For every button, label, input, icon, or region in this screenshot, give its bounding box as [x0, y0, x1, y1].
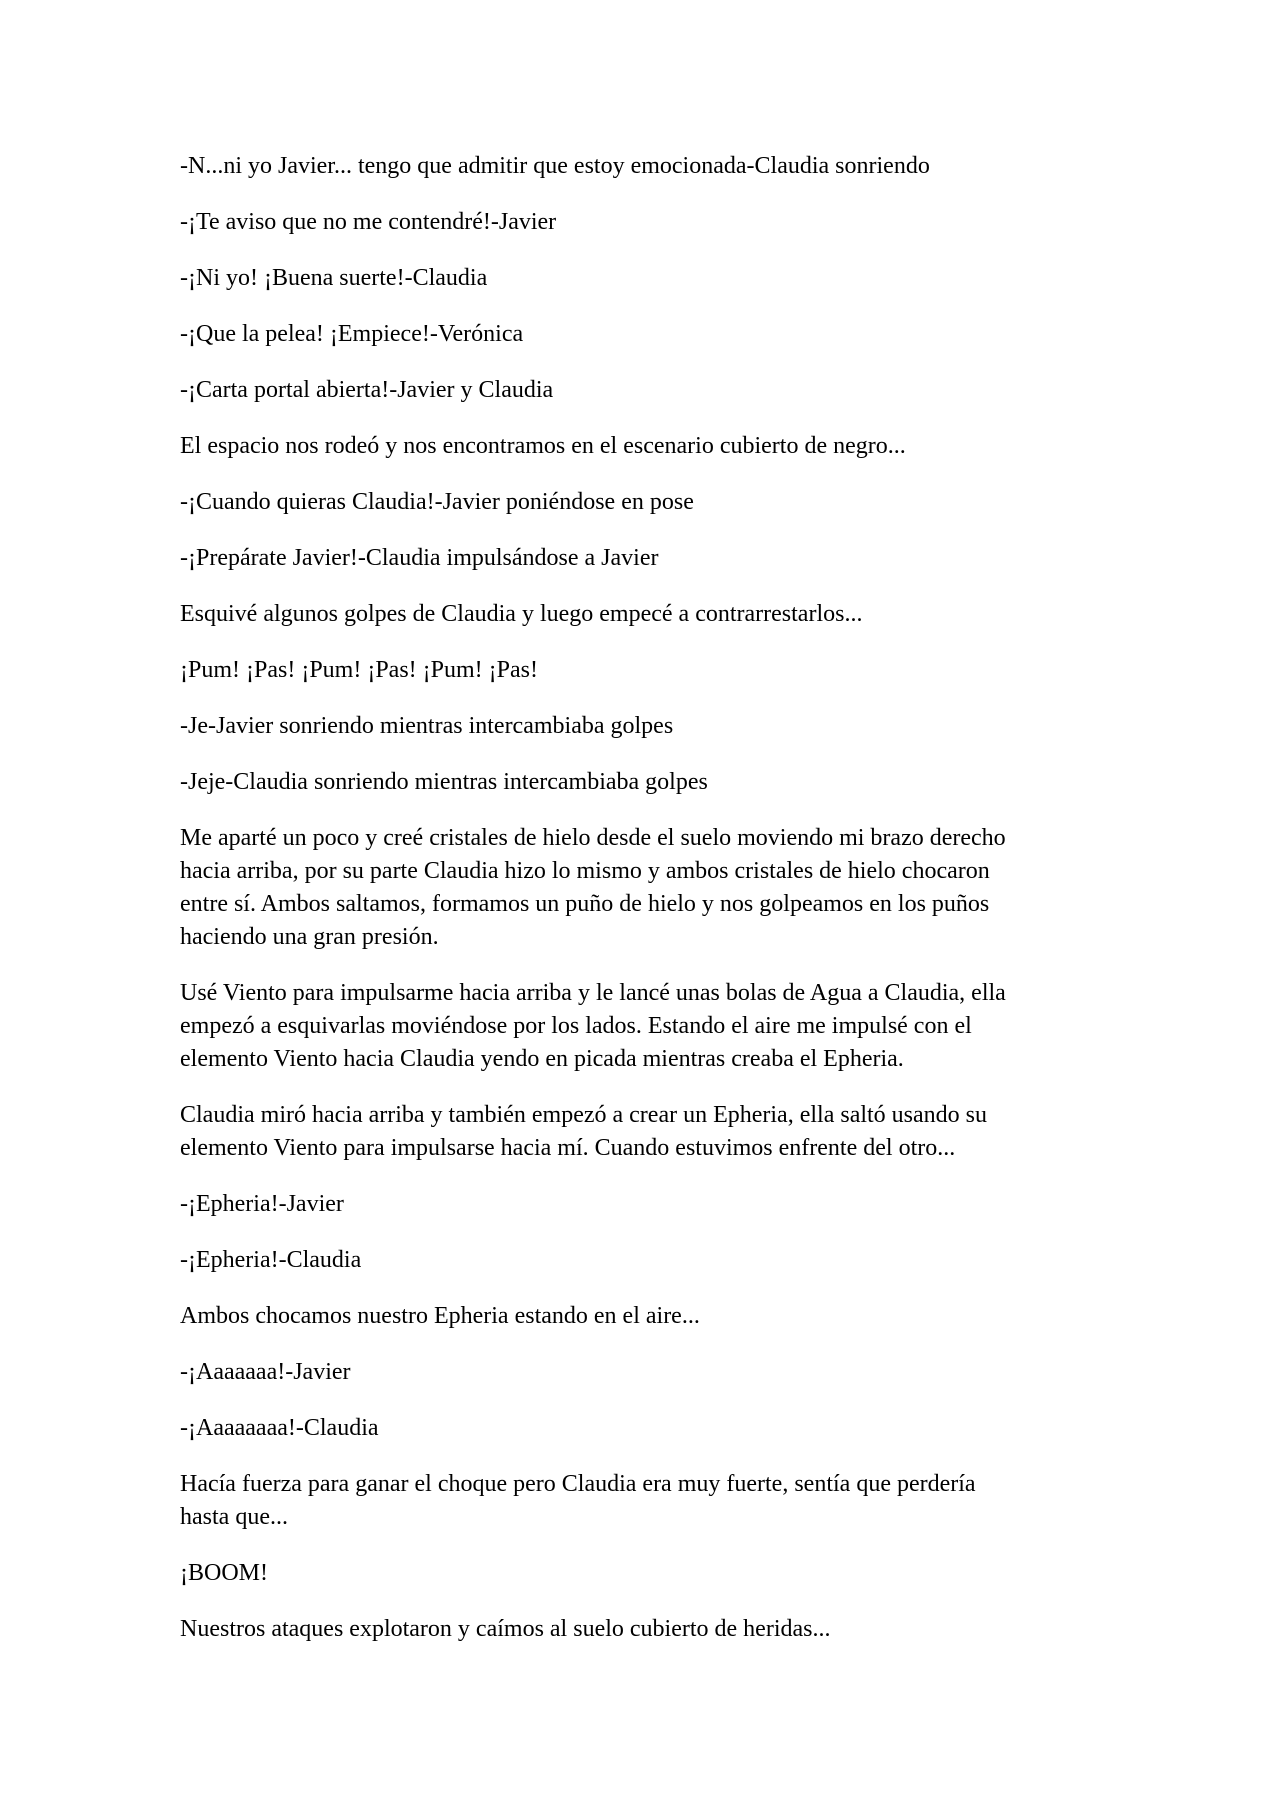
story-paragraph — [180, 318, 1100, 351]
text-line: -¡Ni yo! ¡Buena suerte!-Claudia — [180, 265, 488, 291]
story-paragraph — [180, 1557, 1100, 1590]
story-paragraph — [180, 1468, 1100, 1534]
story-paragraph — [180, 654, 1100, 687]
text-line: Ambos chocamos nuestro Epheria estando en el aire... — [180, 1303, 700, 1329]
text-line: -¡Cuando quieras Claudia!-Javier poniéndose en pose — [180, 489, 694, 515]
story-paragraph — [180, 1188, 1100, 1221]
text-line: Me aparté un poco y creé cristales de hielo desde el suelo moviendo mi brazo derecho — [180, 825, 1006, 851]
text-line: Esquivé algunos golpes de Claudia y luego empecé a contrarrestarlos... — [180, 601, 863, 627]
text-line: Usé Viento para impulsarme hacia arriba y le lancé unas bolas de Agua a Claudia, ella — [180, 980, 1006, 1006]
story-paragraph — [180, 977, 1100, 1076]
text-line: -¡Aaaaaaaa!-Claudia — [180, 1415, 379, 1441]
text-line: haciendo una gran presión. — [180, 924, 439, 950]
text-line: Nuestros ataques explotaron y caímos al suelo cubierto de heridas... — [180, 1616, 831, 1642]
story-paragraph — [180, 262, 1100, 295]
text-line: Hacía fuerza para ganar el choque pero Claudia era muy fuerte, sentía que perdería — [180, 1471, 976, 1497]
text-line: hasta que... — [180, 1504, 288, 1530]
story-paragraph — [180, 206, 1100, 239]
text-line: elemento Viento hacia Claudia yendo en picada mientras creaba el Epheria. — [180, 1046, 904, 1072]
story-paragraph — [180, 1356, 1100, 1389]
text-line: Claudia miró hacia arriba y también empezó a crear un Epheria, ella saltó usando su — [180, 1102, 988, 1128]
text-line: -Jeje-Claudia sonriendo mientras intercambiaba golpes — [180, 769, 708, 795]
story-paragraph — [180, 374, 1100, 407]
text-line: El espacio nos rodeó y nos encontramos en el escenario cubierto de negro... — [180, 433, 906, 459]
story-paragraph — [180, 430, 1100, 463]
story-paragraph — [180, 486, 1100, 519]
story-paragraph — [180, 822, 1100, 954]
text-line: elemento Viento para impulsarse hacia mí. Cuando estuvimos enfrente del otro... — [180, 1135, 956, 1161]
story-paragraph — [180, 1412, 1100, 1445]
text-line: -¡Te aviso que no me contendré!-Javier — [180, 209, 557, 235]
text-line: -N...ni yo Javier... tengo que admitir que estoy emocionada-Claudia sonriendo — [180, 153, 930, 179]
text-line: -Je-Javier sonriendo mientras intercambiaba golpes — [180, 713, 674, 739]
story-paragraph — [180, 1244, 1100, 1277]
story-paragraph — [180, 542, 1100, 575]
text-line: -¡Epheria!-Javier — [180, 1191, 344, 1217]
text-line: -¡Que la pelea! ¡Empiece!-Verónica — [180, 321, 524, 347]
text-line: ¡Pum! ¡Pas! ¡Pum! ¡Pas! ¡Pum! ¡Pas! — [180, 657, 538, 683]
story-paragraph — [180, 766, 1100, 799]
story-paragraph — [180, 710, 1100, 743]
story-paragraph — [180, 598, 1100, 631]
story-paragraph — [180, 1613, 1100, 1646]
story-paragraph — [180, 1099, 1100, 1165]
page-content — [180, 150, 1100, 1669]
text-line: entre sí. Ambos saltamos, formamos un puño de hielo y nos golpeamos en los puños — [180, 891, 990, 917]
text-line: -¡Epheria!-Claudia — [180, 1247, 362, 1273]
text-line: hacia arriba, por su parte Claudia hizo lo mismo y ambos cristales de hielo chocaron — [180, 858, 990, 884]
story-paragraph — [180, 150, 1100, 183]
text-line: -¡Carta portal abierta!-Javier y Claudia — [180, 377, 554, 403]
text-line: -¡Aaaaaaa!-Javier — [180, 1359, 351, 1385]
story-paragraph — [180, 1300, 1100, 1333]
text-line: -¡Prepárate Javier!-Claudia impulsándose a Javier — [180, 545, 659, 571]
text-line: empezó a esquivarlas moviéndose por los lados. Estando el aire me impulsé con el — [180, 1013, 972, 1039]
text-line: ¡BOOM! — [180, 1560, 268, 1586]
